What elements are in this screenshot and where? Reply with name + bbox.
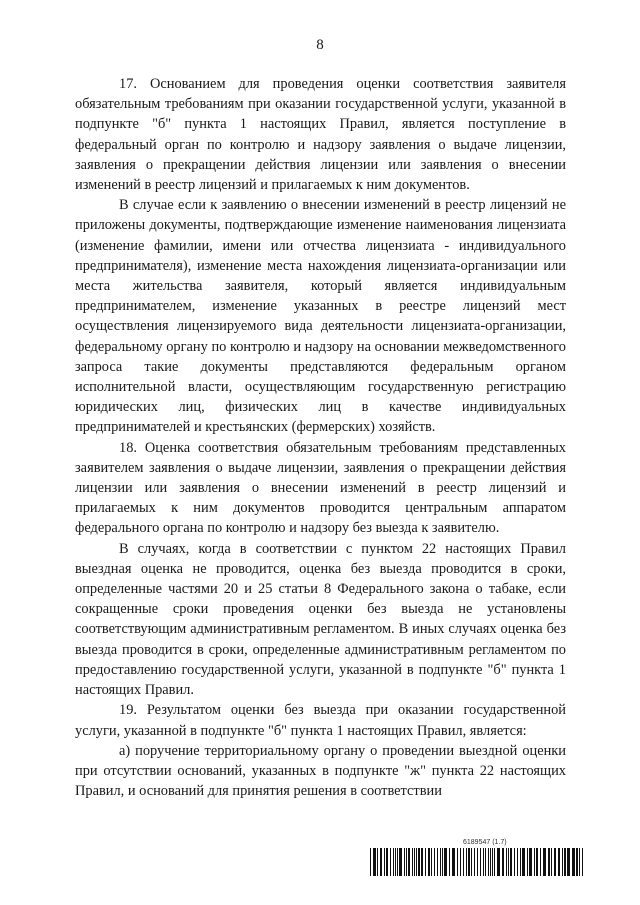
paragraph-18: 18. Оценка соответствия обязательным требованиям представленных заявителем заявления о выдаче лицензии, заявления о прекращении действия лицензии или заявления о внесении изменений в реестр лицензий и прилагаемых к ним документов проводится центральным аппаратом федерального органа по контролю и надзору без выезда к заявителю. — [75, 439, 566, 537]
paragraph-19: 19. Результатом оценки без выезда при оказании государственной услуги, указанной в подпункте "б" пункта 1 настоящих Правил, является: — [75, 702, 566, 739]
document-code: 6189547 (1.7) — [463, 839, 507, 846]
page-number: 8 — [316, 37, 324, 53]
barcode-icon — [370, 848, 585, 876]
paragraph-17-continued: В случае если к заявлению о внесении изменений в реестр лицензий не приложены документы, подтверждающие изменение наименования лицензиата (изменение фамилии, имени или отчества лицензиата - индивидуального предпринимателя), изменение места нахождения лицензиата-организации или места жительства заявителя, который является индивидуальным предпринимателем, изменение указанных в реестре лицензий мест осуществления лицензируемого вида деятельности лицензиата-организации, федеральному органу по контролю и надзору на основании межведомственного запроса такие документы представляются федеральным органом исполнительной власти, осуществляющим государственную регистрацию юридических лиц, физических лиц в качестве индивидуальных предпринимателей и крестьянских (фермерских) хозяйств. — [75, 197, 566, 436]
paragraph-19-item-a: а) поручение территориальному органу о проведении выездной оценки при отсутствии оснований, указанных в подпункте "ж" пункта 22 настоящих Правил, и оснований для принятия решения в соответствии — [75, 742, 566, 800]
paragraph-17: 17. Основанием для проведения оценки соответствия заявителя обязательным требованиям при оказании государственной услуги, указанной в подпункте "б" пункта 1 настоящих Правил, является поступление в федеральный орган по контролю и надзору заявления о выдаче лицензии, заявления о прекращении действия лицензии или заявления о внесении изменений в реестр лицензий и прилагаемых к ним документов. — [75, 76, 566, 194]
document-footer — [370, 838, 585, 878]
document-body — [75, 74, 566, 801]
paragraph-18-continued: В случаях, когда в соответствии с пунктом 22 настоящих Правил выездная оценка не проводится, оценка без выезда проводится в сроки, определенные частями 20 и 25 статьи 8 Федерального закона о табаке, если сокращенные сроки проведения оценки без выезда не установлены соответствующим административным регламентом. В иных случаях оценка без выезда проводится в сроки, определенные административным регламентом по предоставлению государственной услуги, указанной в подпункте "б" пункта 1 настоящих Правил. — [75, 540, 566, 699]
